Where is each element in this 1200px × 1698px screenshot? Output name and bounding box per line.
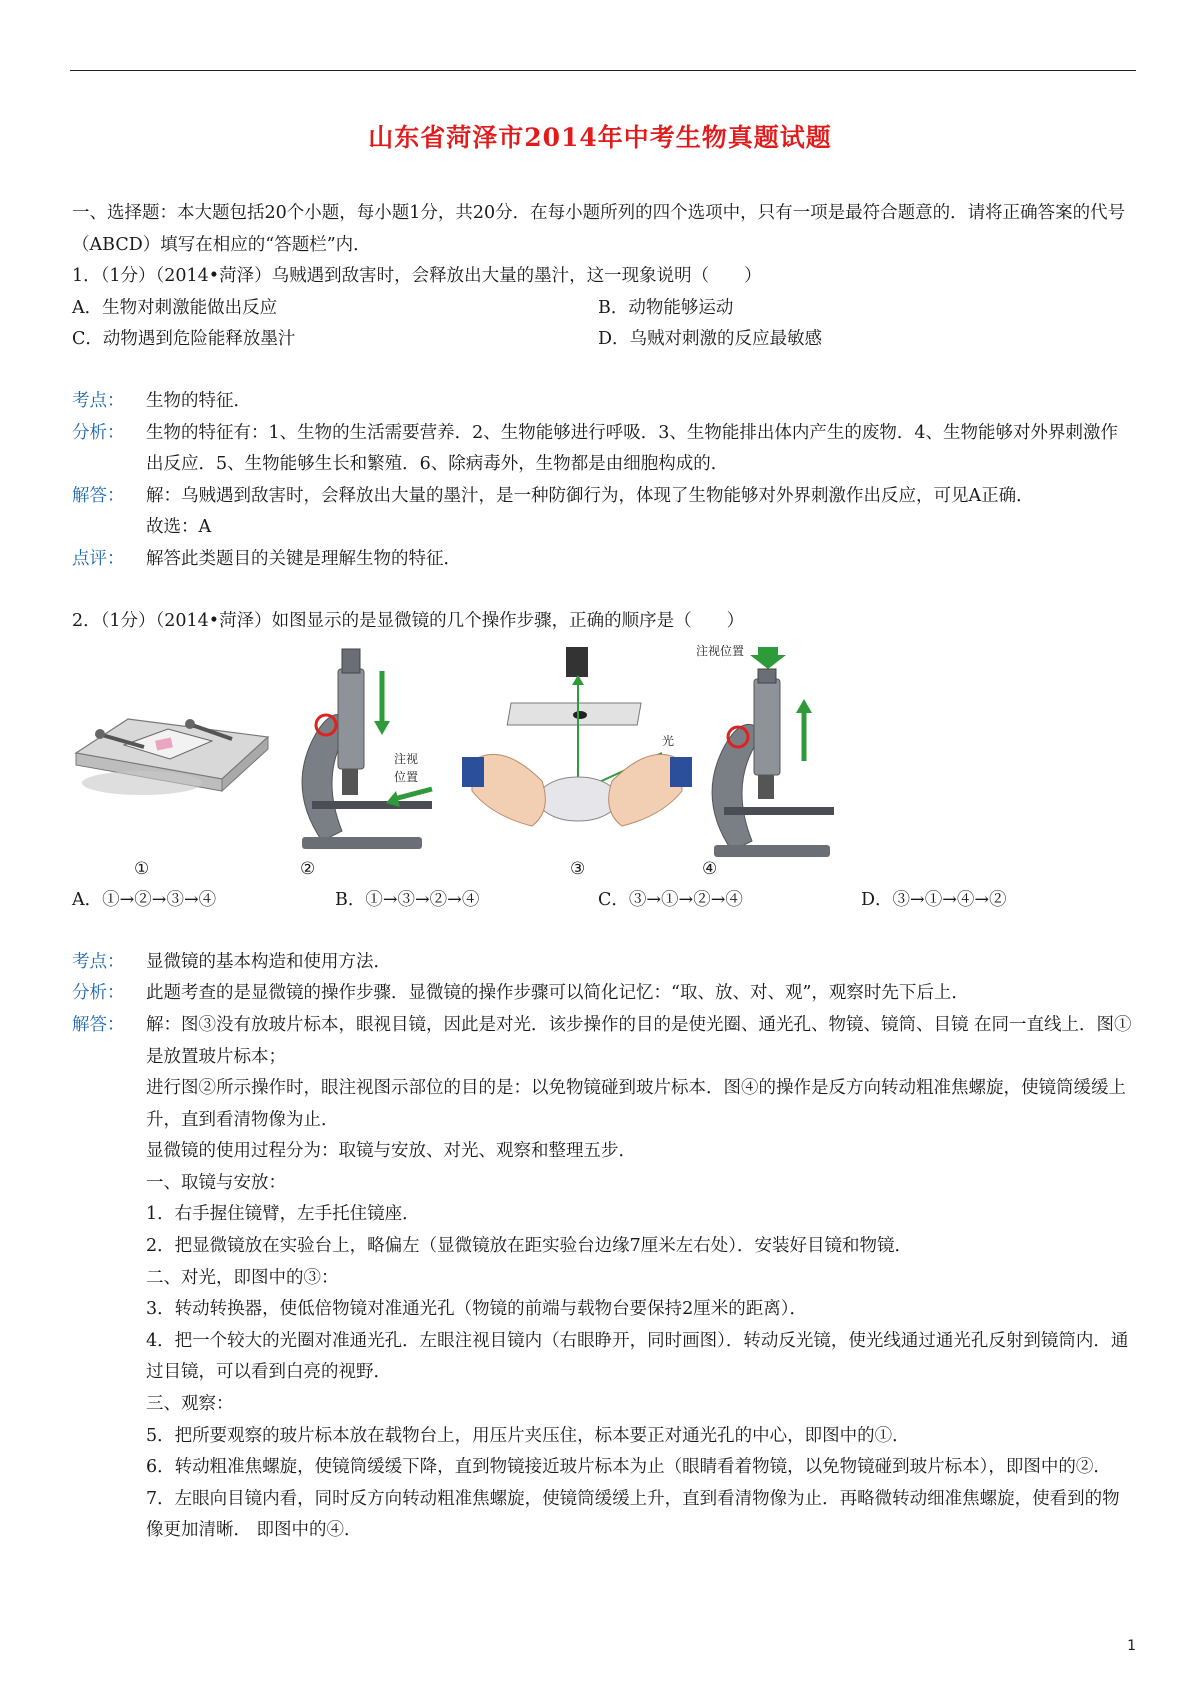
page-title: 山东省菏泽市2014年中考生物真题试题 <box>368 123 832 152</box>
q1-dianping <box>72 544 1134 576</box>
q2-option-a: A．①→②→③→④ <box>72 890 217 911</box>
watch-position-label: 注视位置 <box>696 644 745 659</box>
jieda-line: 三、观察： <box>146 1394 234 1415</box>
jieda-line: 3．转动转换器，使低倍物镜对准通光孔（物镜的前端与载物台要保持2厘米的距离）． <box>146 1299 808 1320</box>
jieda-line: 一、取镜与安放： <box>146 1172 286 1193</box>
kaodian-label: 考点： <box>72 951 125 972</box>
fenxi-text: 生物的特征有：1、生物的生活需要营养．2、生物能够进行呼吸．3、生物能排出体内产生的废物．4、生物能够对外界刺激作出反应．5、生物能够生长和繁殖．6、除病毒外，生物都是由细胞构成的． <box>146 422 1119 475</box>
microscope-raising-illustration <box>692 641 852 871</box>
jieda-line: 4．把一个较大的光圈对准通光孔．左眼注视目镜内（右眼睁开，同时画图）．转动反光镜，使光线通过通光孔反射到镜筒内．通过目镜，可以看到白亮的视野． <box>146 1330 1129 1383</box>
jieda-line: 解：图③没有放玻片标本，眼视目镜，因此是对光．该步操作的目的是使光圈、通光孔、物镜、镜筒、目镜 在同一直线上．图①是放置玻片标本； <box>146 1014 1132 1067</box>
figure-step-1 <box>72 641 282 885</box>
q1-fenxi <box>72 418 1134 481</box>
document-body <box>72 198 1134 1547</box>
q1-stem: 1．（1分）（2014•菏泽）乌贼遇到敌害时，会释放出大量的墨汁，这一现象说明（ ） <box>72 266 762 287</box>
q1-options-row1 <box>72 293 1134 325</box>
microscope-steps-figure <box>72 641 1134 885</box>
figure-number-2: ② <box>300 858 316 879</box>
q2-stem: 2．（1分）（2014•菏泽）如图显示的是显微镜的几个操作步骤，正确的顺序是（ ） <box>72 610 745 631</box>
fenxi-label: 分析： <box>72 983 125 1004</box>
kaodian-label: 考点： <box>72 390 125 411</box>
kaodian-text: 生物的特征． <box>146 390 251 411</box>
figure-step-4 <box>692 641 862 885</box>
figure-step-3 <box>462 641 692 885</box>
kaodian-text: 显微镜的基本构造和使用方法． <box>146 951 391 972</box>
watch-position-label-b: 位置 <box>394 770 419 785</box>
jieda-line: 显微镜的使用过程分为：取镜与安放、对光、观察和整理五步． <box>146 1141 636 1162</box>
watch-position-label-a: 注视 <box>394 752 419 767</box>
fenxi-text: 此题考查的是显微镜的操作步骤．显微镜的操作步骤可以简化记忆：“取、放、对、观”，观察时先下后上． <box>146 983 969 1004</box>
figure-number-1: ① <box>134 858 150 879</box>
q2-option-b: B．①→③→②→④ <box>335 890 480 911</box>
q2-jieda <box>72 1010 1134 1547</box>
q1-option-c: C．动物遇到危险能释放墨汁 <box>72 329 296 350</box>
jieda-label: 解答： <box>72 485 125 506</box>
jieda-label: 解答： <box>72 1014 125 1035</box>
jieda-line: 5．把所要观察的玻片标本放在载物台上，用压片夹压住，标本要正对通光孔的中心，即图中的①． <box>146 1425 910 1446</box>
dianping-text: 解答此类题目的关键是理解生物的特征． <box>146 548 461 569</box>
q1-options-row2 <box>72 324 1134 356</box>
q2-option-c: C．③→①→②→④ <box>598 890 743 911</box>
jieda-line: 7．左眼向目镜内看，同时反方向转动粗准焦螺旋，使镜筒缓缓上升，直到看清物像为止．再略微转动细准焦螺旋，使看到的物像更加清晰． 即图中的④． <box>146 1488 1120 1541</box>
q1-option-b: B．动物能够运动 <box>598 297 734 318</box>
q2-options <box>72 885 1134 917</box>
q1-option-d: D．乌贼对刺激的反应最敏感 <box>598 329 823 350</box>
figure-step-2 <box>282 641 462 885</box>
figure-number-4: ④ <box>702 858 718 879</box>
q2-kaodian <box>72 947 1134 979</box>
jieda-text: 解：乌贼遇到敌害时，会释放出大量的墨汁，是一种防御行为，体现了生物能够对外界刺激作出反应，可见A正确． <box>146 485 1034 506</box>
jieda-line: 6．转动粗准焦螺旋，使镜筒缓缓下降，直到物镜接近玻片标本为止（眼睛看着物镜，以免物镜碰到玻片标本），即图中的②． <box>146 1457 1111 1478</box>
q1-jieda <box>72 481 1134 544</box>
answer-text: 故选：A <box>146 517 212 538</box>
microscope-lowering-illustration <box>282 641 452 861</box>
jieda-line: 1．右手握住镜臂，左手托住镜座． <box>146 1204 420 1225</box>
q2-fenxi <box>72 978 1134 1010</box>
figure-number-3: ③ <box>570 858 586 879</box>
fenxi-label: 分析： <box>72 422 125 443</box>
header-rule <box>70 70 1136 71</box>
light-label: 光 <box>662 734 675 749</box>
section-intro: 一、选择题：本大题包括20个小题，每小题1分，共20分．在每小题所列的四个选项中，只有一项是最符合题意的．请将正确答案的代号（ABCD）填写在相应的“答题栏”内． <box>72 203 1126 255</box>
page-number: 1 <box>1127 1638 1136 1654</box>
q2-option-d: D．③→①→④→② <box>861 890 1007 911</box>
jieda-line: 进行图②所示操作时，眼注视图示部位的目的是：以免物镜碰到玻片标本．图④的操作是反方向转动粗准焦螺旋，使镜筒缓缓上升，直到看清物像为止． <box>146 1078 1126 1130</box>
q1-option-a: A．生物对刺激能做出反应 <box>72 297 278 318</box>
light-adjustment-illustration <box>462 641 692 851</box>
jieda-line: 二、对光，即图中的③： <box>146 1267 339 1288</box>
q1-kaodian <box>72 386 1134 418</box>
slide-stage-illustration <box>72 641 272 841</box>
dianping-label: 点评： <box>72 548 125 569</box>
jieda-line: 2．把显微镜放在实验台上，略偏左（显微镜放在距实验台边缘7厘米左右处）．安装好目镜和物镜． <box>146 1236 913 1257</box>
